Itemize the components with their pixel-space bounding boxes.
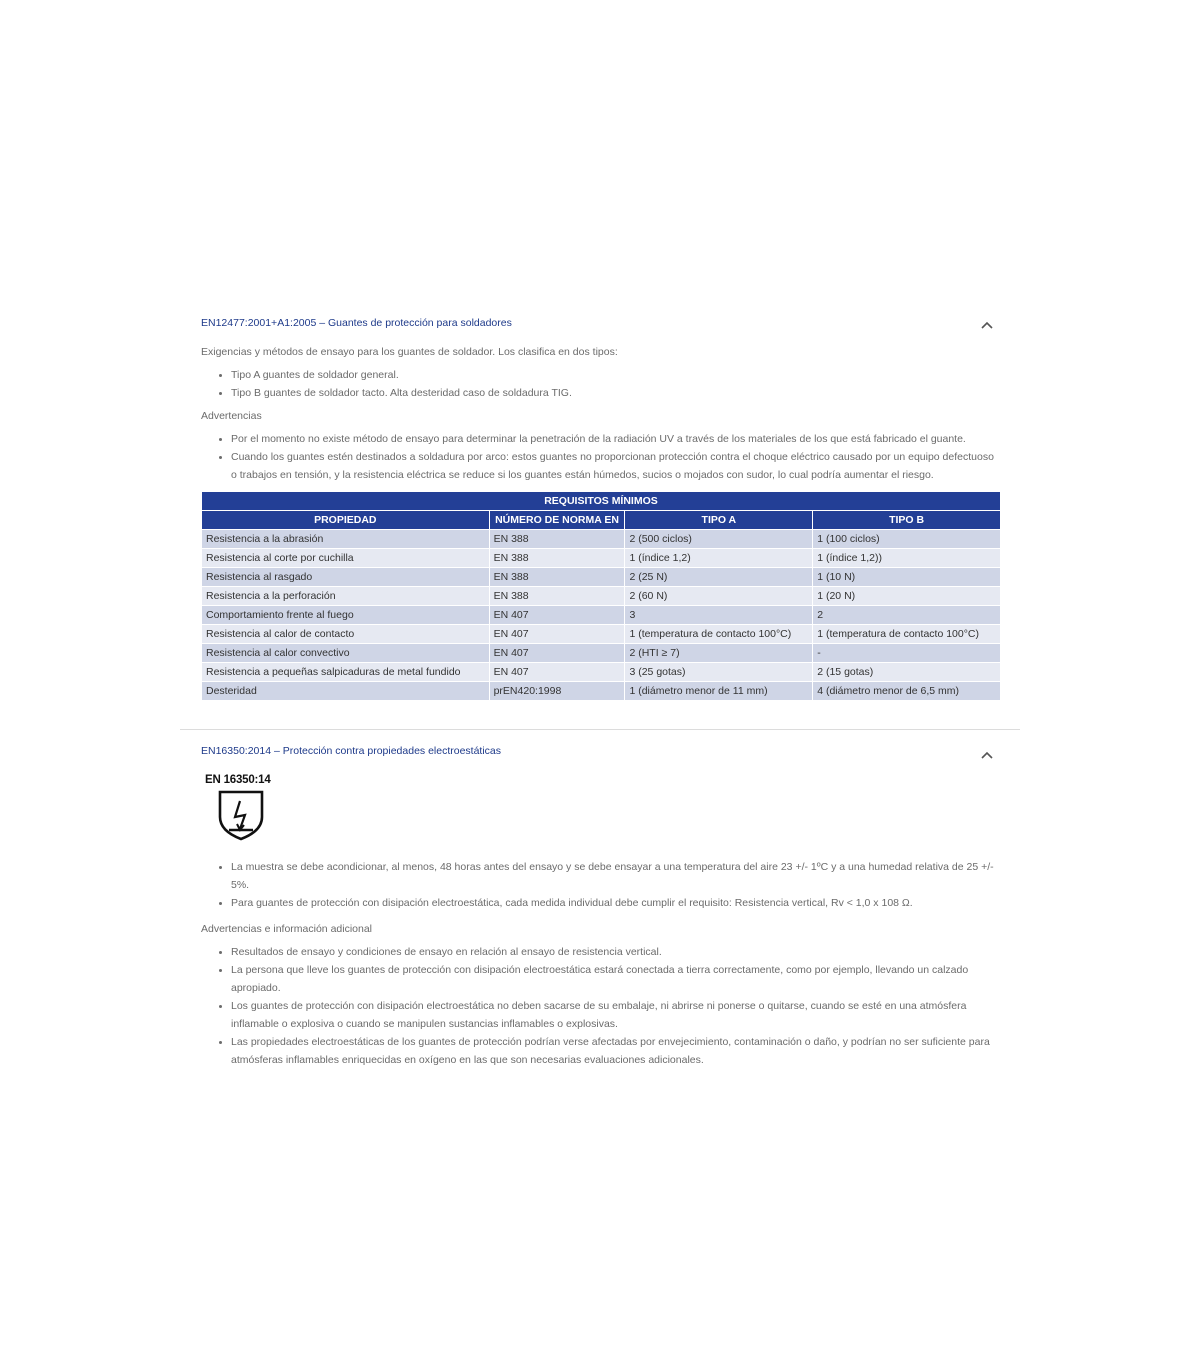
table-cell: 1 (índice 1,2) <box>625 549 813 568</box>
warnings-heading: Advertencias <box>201 410 262 422</box>
list-item: Para guantes de protección con disipación electroestática, cada medida individual debe cumplir el requisito: Resistencia vertical, Rv < 1,0 x 108 Ω. <box>215 894 999 912</box>
table-cell: 1 (100 ciclos) <box>813 530 1001 549</box>
accordion-section-en16350 <box>180 742 1020 1074</box>
table-cell: Resistencia al corte por cuchilla <box>202 549 490 568</box>
electrostatic-shield-icon <box>205 774 277 844</box>
table-cell: 2 (25 N) <box>625 568 813 587</box>
table-cell: 1 (índice 1,2)) <box>813 549 1001 568</box>
info-list <box>215 943 999 1069</box>
table-cell: EN 388 <box>489 568 625 587</box>
table-row <box>202 549 1001 568</box>
requirements-table <box>201 491 1001 701</box>
info-heading: Advertencias e información adicional <box>201 923 373 935</box>
table-cell: 2 (60 N) <box>625 587 813 606</box>
warnings-list <box>215 430 999 484</box>
chevron-up-icon[interactable] <box>980 748 994 762</box>
table-cell: Comportamiento frente al fuego <box>202 606 490 625</box>
table-row <box>202 625 1001 644</box>
table-cell: Resistencia a la abrasión <box>202 530 490 549</box>
table-cell: Resistencia a la perforación <box>202 587 490 606</box>
table-cell: EN 407 <box>489 625 625 644</box>
column-header-norm: NÚMERO DE NORMA EN <box>489 511 625 530</box>
list-item: Resultados de ensayo y condiciones de ensayo en relación al ensayo de resistencia vertical. <box>215 943 999 961</box>
table-cell: Resistencia a pequeñas salpicaduras de metal fundido <box>202 663 490 682</box>
logo-label: EN 16350:14 <box>205 774 271 786</box>
table-cell: 2 (HTI ≥ 7) <box>625 644 813 663</box>
table-cell: 1 (temperatura de contacto 100°C) <box>813 625 1001 644</box>
conditions-list <box>215 858 999 912</box>
table-cell: EN 407 <box>489 644 625 663</box>
table-row <box>202 530 1001 549</box>
table-cell: Resistencia al rasgado <box>202 568 490 587</box>
table-caption: REQUISITOS MÍNIMOS <box>202 492 1001 511</box>
list-item: Cuando los guantes estén destinados a soldadura por arco: estos guantes no proporcionan protección contra el choque eléctrico causado por un equipo defectuoso o trabajos en tensión, y la resistencia eléctrica se reduce si los guantes están húmedos, sucios o mojados con sudor, lo cual podría aumentar el riesgo. <box>215 448 999 484</box>
table-cell: EN 388 <box>489 549 625 568</box>
list-item: Por el momento no existe método de ensayo para determinar la penetración de la radiación UV a través de los materiales de los que está fabricado el guante. <box>215 430 999 448</box>
table-cell: EN 407 <box>489 606 625 625</box>
table-row <box>202 682 1001 701</box>
accordion-header-en12477[interactable]: EN12477:2001+A1:2005 – Guantes de protección para soldadores <box>201 317 512 329</box>
table-row <box>202 568 1001 587</box>
table-cell: 2 (15 gotas) <box>813 663 1001 682</box>
table-cell: 2 <box>813 606 1001 625</box>
accordion-section-en12477 <box>180 312 1020 701</box>
table-cell: Resistencia al calor de contacto <box>202 625 490 644</box>
list-item: La persona que lleve los guantes de protección con disipación electroestática estará conectada a tierra correctamente, como por ejemplo, llevando un calzado apropiado. <box>215 961 999 997</box>
table-cell: EN 388 <box>489 530 625 549</box>
table-cell: 1 (diámetro menor de 11 mm) <box>625 682 813 701</box>
column-header-type-b: TIPO B <box>813 511 1001 530</box>
table-cell: 3 <box>625 606 813 625</box>
table-row <box>202 587 1001 606</box>
section-divider <box>180 729 1020 730</box>
column-header-property: PROPIEDAD <box>202 511 490 530</box>
table-cell: 1 (10 N) <box>813 568 1001 587</box>
table-cell: 3 (25 gotas) <box>625 663 813 682</box>
table-cell: EN 388 <box>489 587 625 606</box>
table-cell: 1 (temperatura de contacto 100°C) <box>625 625 813 644</box>
accordion-header-en16350[interactable]: EN16350:2014 – Protección contra propiedades electroestáticas <box>201 745 502 757</box>
table-cell: EN 407 <box>489 663 625 682</box>
table-cell: prEN420:1998 <box>489 682 625 701</box>
list-item: Tipo A guantes de soldador general. <box>215 366 999 384</box>
table-row <box>202 606 1001 625</box>
types-list <box>215 366 999 402</box>
table-cell: 2 (500 ciclos) <box>625 530 813 549</box>
section-intro: Exigencias y métodos de ensayo para los guantes de soldador. Los clasifica en dos tipos: <box>201 346 618 358</box>
table-cell: Desteridad <box>202 682 490 701</box>
table-row <box>202 663 1001 682</box>
list-item: Los guantes de protección con disipación electroestática no deben sacarse de su embalaje, ni abrirse ni ponerse o quitarse, cuando se esté en una atmósfera inflamable o explosiva o cuando se manipulen sustancias inflamables o explosivas. <box>215 997 999 1033</box>
table-cell: 4 (diámetro menor de 6,5 mm) <box>813 682 1001 701</box>
list-item: La muestra se debe acondicionar, al menos, 48 horas antes del ensayo y se debe ensayar a una temperatura del aire 23 +/- 1ºC y a una humedad relativa de 25 +/- 5%. <box>215 858 999 894</box>
list-item: Las propiedades electroestáticas de los guantes de protección podrían verse afectadas por envejecimiento, contaminación o daño, y podrían no ser suficiente para atmósferas inflamables enriquecidas en oxígeno en las que son necesarias evaluaciones adicionales. <box>215 1033 999 1069</box>
table-cell: 1 (20 N) <box>813 587 1001 606</box>
table-row <box>202 644 1001 663</box>
table-cell: - <box>813 644 1001 663</box>
list-item: Tipo B guantes de soldador tacto. Alta desteridad caso de soldadura TIG. <box>215 384 999 402</box>
chevron-up-icon[interactable] <box>980 318 994 332</box>
table-cell: Resistencia al calor convectivo <box>202 644 490 663</box>
column-header-type-a: TIPO A <box>625 511 813 530</box>
